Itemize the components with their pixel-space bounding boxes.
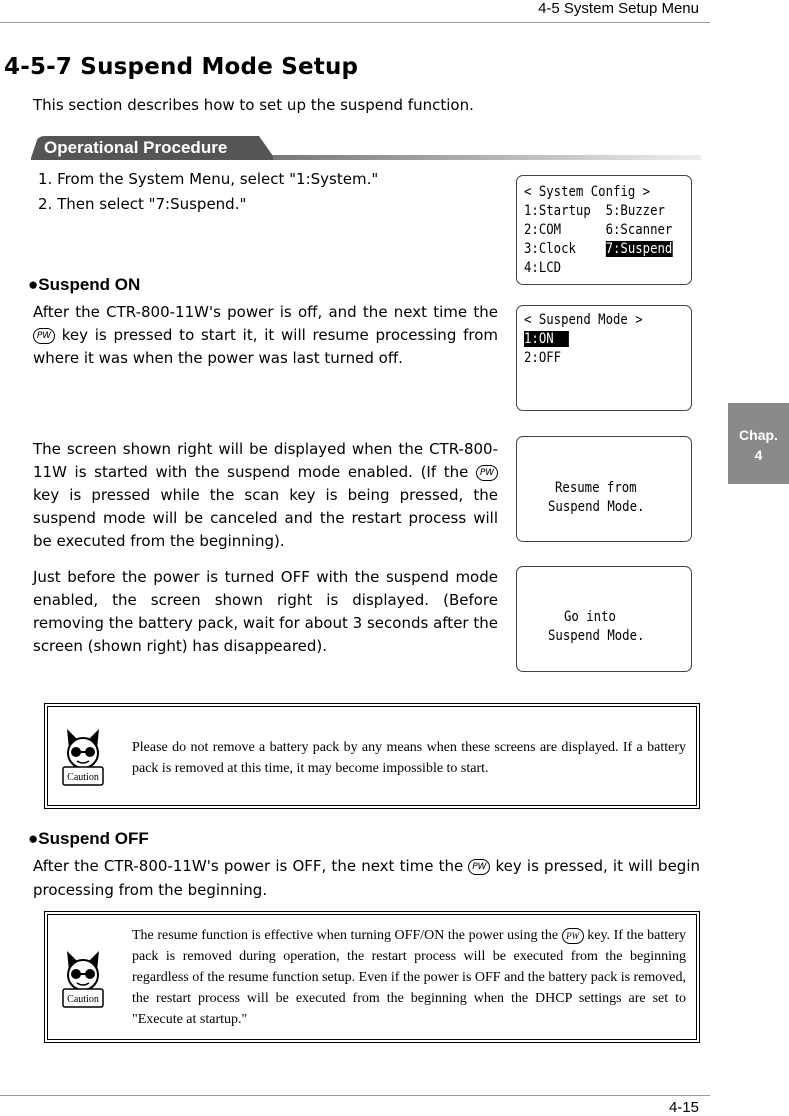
header-rule	[0, 22, 710, 23]
chapter-tab	[728, 403, 789, 484]
caution-label: Caution	[67, 994, 99, 1005]
page-number: 4-15	[668, 1099, 699, 1116]
suspend-on-paragraph-2: The screen shown right will be displayed when the CTR-800-11W is started with the suspend mode enabled. (If the PW key is pressed while the scan key is being pressed, the suspend mode will be canceled and the restart process will be executed from the beginning).	[33, 440, 498, 550]
step-1: 1. From the System Menu, select "1:System."	[38, 170, 379, 188]
suspend-off-paragraph: After the CTR-800-11W's power is OFF, the next time the PW key is pressed, it will begin processing from the beginning.	[33, 857, 700, 899]
caution-label: Caution	[67, 772, 99, 783]
suspend-on-heading: ●Suspend ON	[28, 275, 141, 294]
screen-line: 3:Clock 7:Suspend	[524, 241, 673, 257]
screen-suspend-mode	[516, 305, 692, 411]
screen-go-into	[516, 566, 692, 672]
caution-mascot-icon	[61, 945, 105, 1013]
screen-line: < System Config >	[524, 184, 651, 200]
caution-box-1	[47, 706, 697, 806]
pw-key-icon: PW	[562, 928, 584, 944]
chapter-number: 4	[754, 447, 763, 463]
screen-resume	[516, 436, 692, 542]
pw-key-icon: PW	[468, 859, 490, 875]
screen-line: 2:OFF	[524, 350, 562, 366]
footer-rule	[0, 1095, 710, 1096]
suspend-on-paragraph-1: After the CTR-800-11W's power is off, and the next time the PW key is pressed to start it, it will resume processing from where it was when the power was last turned off.	[33, 303, 498, 367]
caution-mascot-icon	[61, 723, 105, 791]
running-header: 4-5 System Setup Menu	[538, 0, 699, 17]
step-2: 2. Then select "7:Suspend."	[38, 195, 247, 213]
intro-text: This section describes how to set up the suspend function.	[33, 96, 474, 114]
pw-key-icon: PW	[33, 328, 55, 344]
screen-line: 1:Startup 5:Buzzer	[524, 203, 665, 219]
screen-system-config	[516, 175, 692, 285]
bullet-icon: ●	[28, 829, 39, 848]
screen-line: Resume from	[555, 480, 637, 496]
selected-menu-item: 1:ON	[524, 331, 569, 347]
caution-text-2: The resume function is effective when turning OFF/ON the power using the PW key. If the battery pack is removed during operation, the restart process will be executed from the beginning regardless of the resume function setup. Even if the power is OFF and the battery pack is removed, the restart process will be executed from the beginning when the DHCP settings are set to "Execute at startup."	[132, 928, 687, 1027]
screen-line: Go into	[564, 609, 616, 625]
procedure-label: Operational Procedure	[44, 138, 228, 157]
page-title: 4-5-7 Suspend Mode Setup	[4, 54, 359, 80]
screen-line: Suspend Mode.	[548, 628, 645, 644]
suspend-on-paragraph-3: Just before the power is turned OFF with the suspend mode enabled, the screen shown right is displayed. (Before removing the battery pack, wait for about 3 seconds after the screen (shown right) has disappeared).	[33, 568, 498, 655]
screen-line: 2:COM 6:Scanner	[524, 222, 673, 238]
pw-key-icon: PW	[476, 465, 498, 481]
bullet-icon: ●	[28, 275, 39, 294]
screen-line: < Suspend Mode >	[524, 312, 643, 328]
suspend-off-heading: ●Suspend OFF	[28, 829, 149, 848]
selected-menu-item: 7:Suspend	[605, 241, 673, 257]
screen-line: 4:LCD	[524, 260, 562, 276]
chapter-label: Chap.	[739, 427, 778, 443]
caution-text-1: Please do not remove a battery pack by any means when these screens are displayed. If a battery pack is removed at this time, it may become impossible to start.	[132, 740, 686, 776]
screen-line	[524, 331, 569, 347]
caution-box-2	[47, 914, 697, 1040]
screen-line: Suspend Mode.	[548, 499, 645, 515]
